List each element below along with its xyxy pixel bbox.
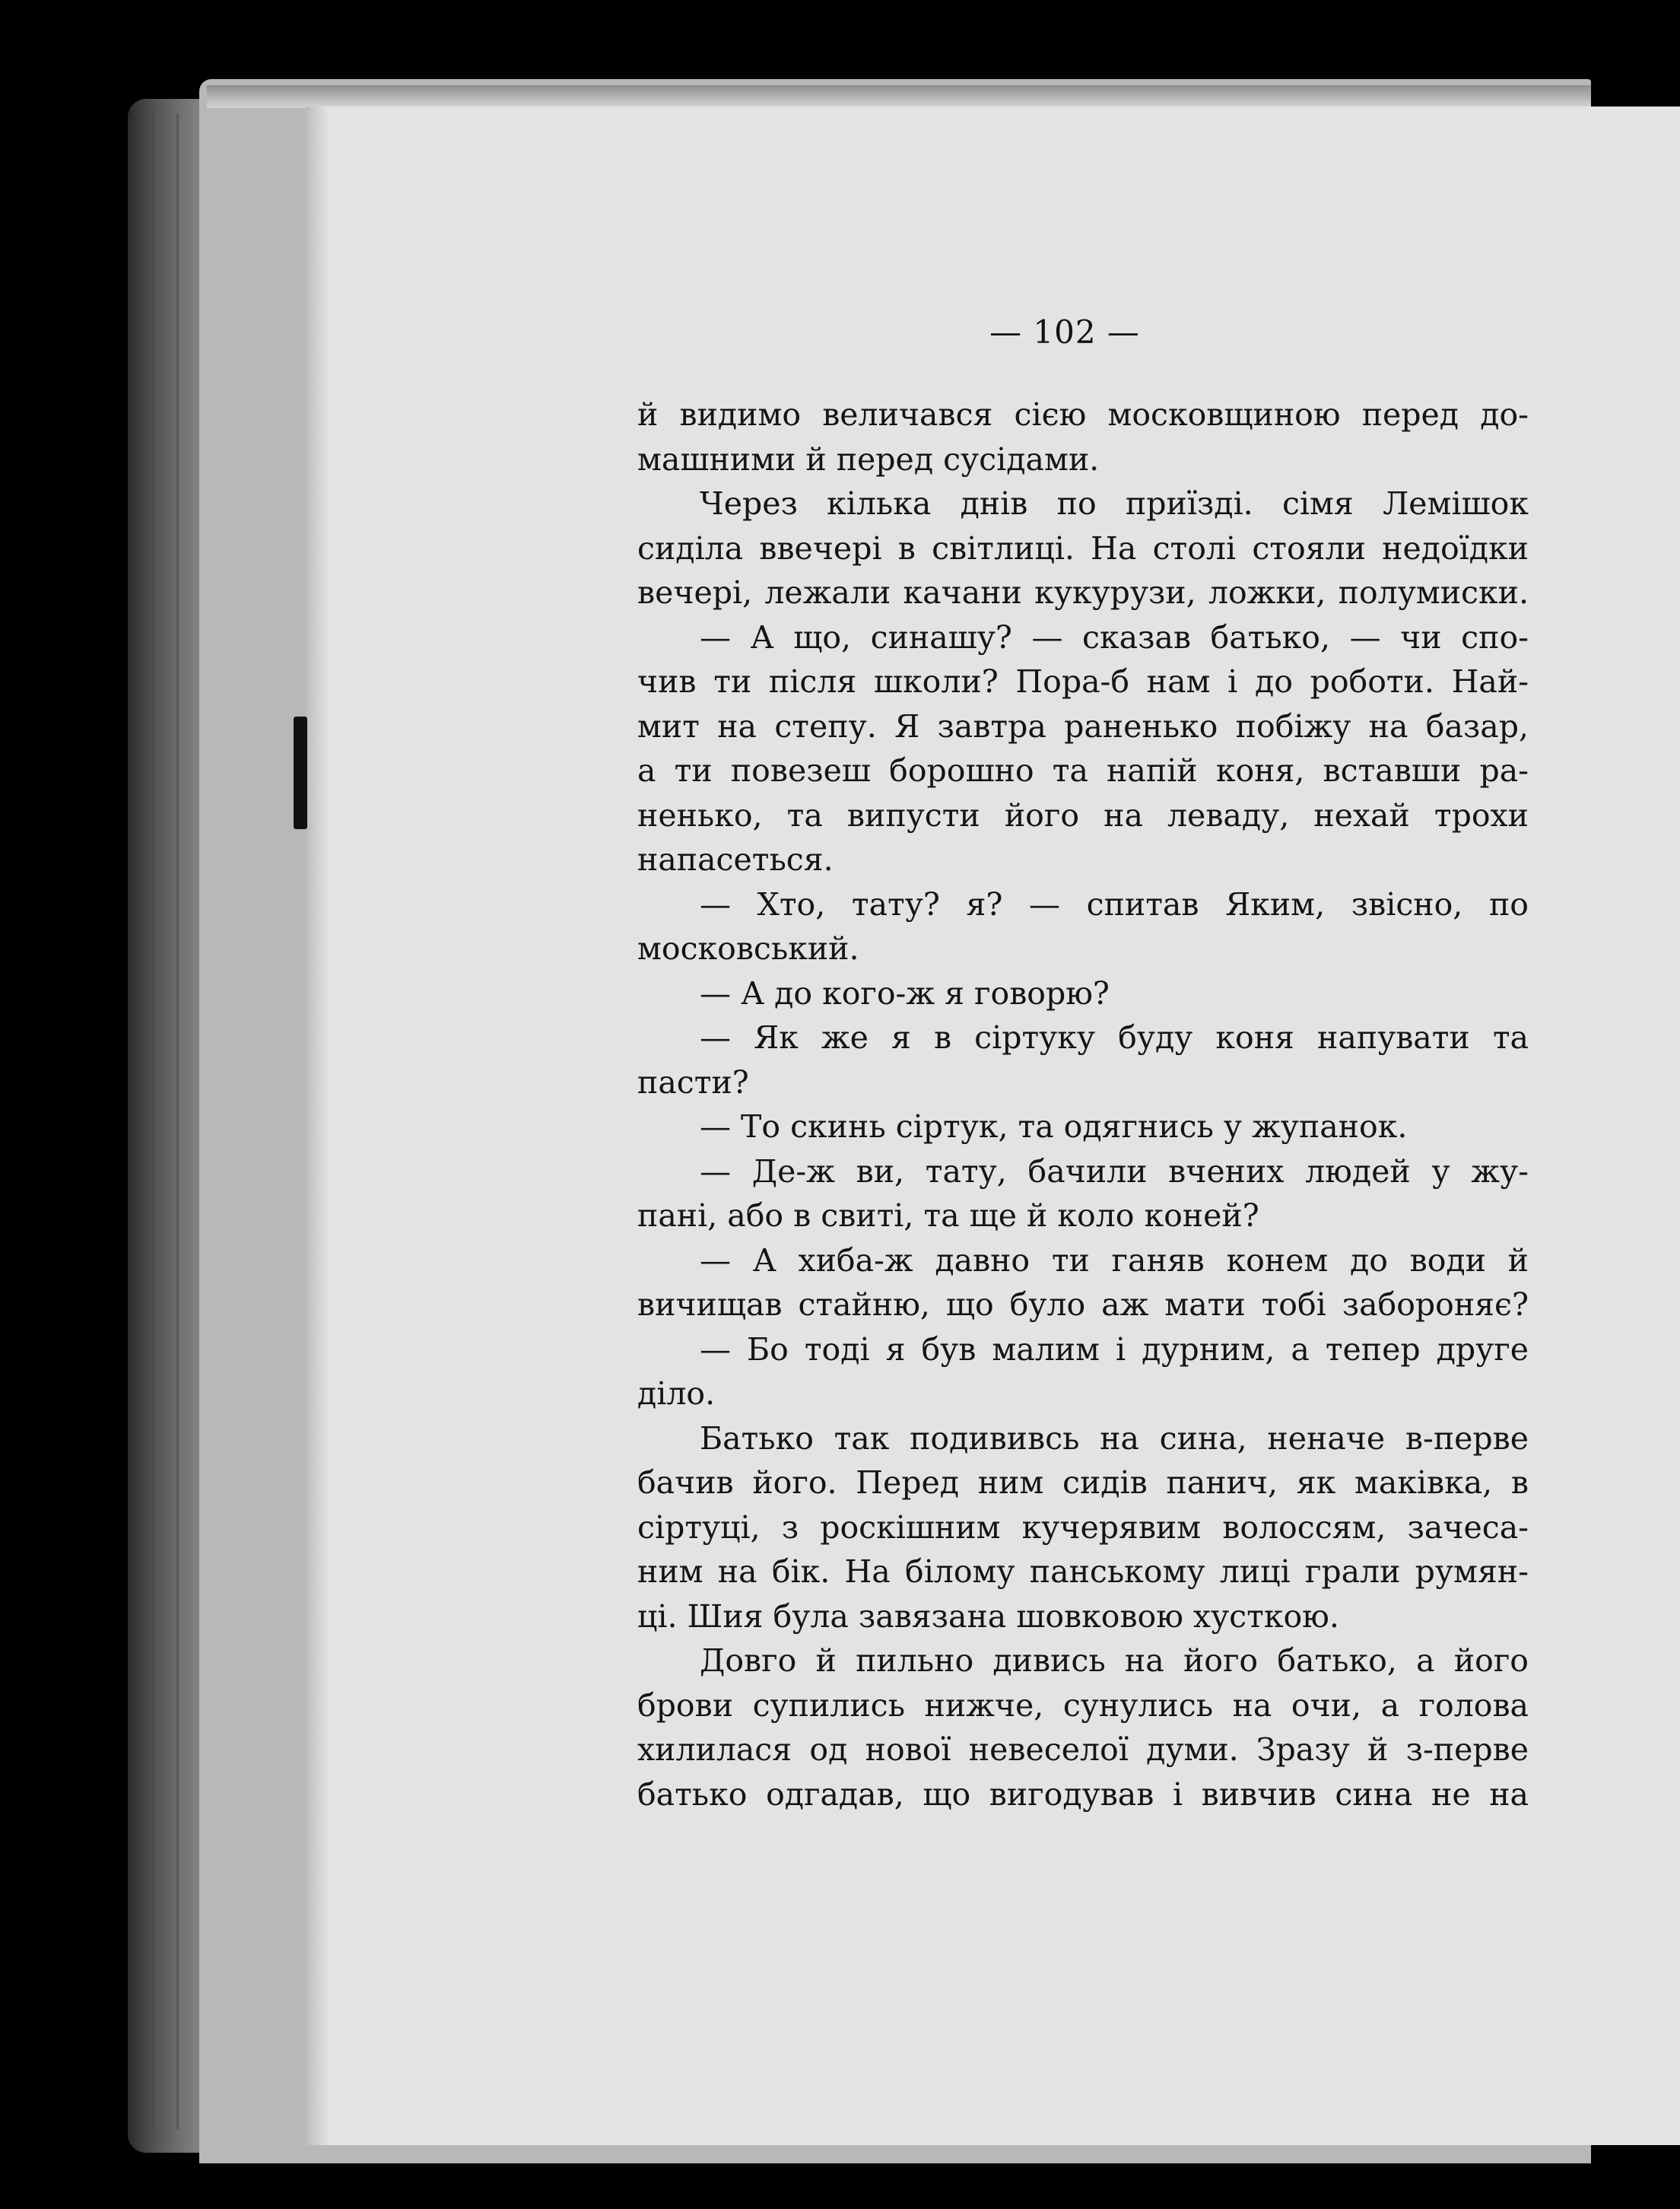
text-line: й видимо величався сією московщиною перед до- <box>637 396 1529 433</box>
text-line: хилилася од нової невеселої думи. Зразу й з-перве <box>637 1731 1529 1768</box>
text-line: брови супились нижче, сунулись на очи, а голова <box>637 1686 1529 1724</box>
text-line: пасти? <box>637 1063 749 1101</box>
text-line: чив ти після школи? Пора-б нам і до роботи. Най- <box>637 663 1529 700</box>
text-line: пані, або в свиті, та ще й коло коней? <box>637 1197 1259 1234</box>
page-number: — 102 — <box>989 313 1140 351</box>
text-line: мит на степу. Я завтра раненько побіжу на базар, <box>637 707 1529 745</box>
text-line: вечері, лежали качани кукурузи, ложки, полумиски. <box>637 574 1529 611</box>
text-line: діло. <box>637 1375 716 1412</box>
text-line: ці. Шия була завязана шовковою хусткою. <box>637 1597 1339 1635</box>
text-line: сіртуці, з роскішним кучерявим волоссям, зачеса- <box>637 1508 1529 1546</box>
text-line: — Як же я в сіртуку буду коня напувати та <box>700 1019 1529 1056</box>
text-line: — То скинь сіртук, та одягнись у жупанок. <box>700 1108 1408 1145</box>
text-line: Батько так подививсь на сина, неначе в-перве <box>700 1419 1529 1457</box>
text-line: Через кілька днів по приїзді. сімя Лемішок <box>700 485 1529 522</box>
text-line: — А що, синашу? — сказав батько, — чи спо- <box>700 618 1529 656</box>
page-stack-top <box>207 85 1591 108</box>
text-line: сиділа ввечері в світлиці. На столі стояли недоїдки <box>637 529 1529 567</box>
text-line: бачив його. Перед ним сидів панич, як маківка, в <box>637 1464 1529 1501</box>
text-line: вичищав стайню, що було аж мати тобі забороняє? <box>637 1286 1529 1323</box>
text-line: напасеться. <box>637 841 834 878</box>
bookmark-ribbon <box>294 717 307 829</box>
text-line: машними й перед сусідами. <box>637 440 1100 478</box>
text-line: ненько, та випусти його на леваду, нехай трохи <box>637 796 1529 834</box>
page-shadow <box>306 106 329 2145</box>
text-line: а ти повезеш борошно та напій коня, вставши ра- <box>637 752 1529 789</box>
text-line: ним на бік. На білому панському лиці грали румян- <box>637 1553 1529 1590</box>
text-line: московський. <box>637 930 859 967</box>
page-edge-line <box>152 114 154 2130</box>
text-line: батько одгадав, що вигодував і вивчив сина не на <box>637 1775 1529 1813</box>
page-edge-line <box>176 114 179 2130</box>
text-line: — Бо тоді я був малим і дурним, а тепер друге <box>700 1330 1529 1368</box>
text-line: Довго й пильно дивись на його батько, а його <box>700 1642 1529 1679</box>
text-line: — Хто, тату? я? — спитав Яким, звісно, по <box>700 885 1529 923</box>
text-line: — А хиба-ж давно ти ганяв конем до води й <box>700 1241 1529 1279</box>
text-line: — А до кого-ж я говорю? <box>700 974 1110 1012</box>
text-line: — Де-ж ви, тату, бачили вчених людей у жу- <box>700 1152 1529 1190</box>
page-text <box>637 393 1529 1816</box>
